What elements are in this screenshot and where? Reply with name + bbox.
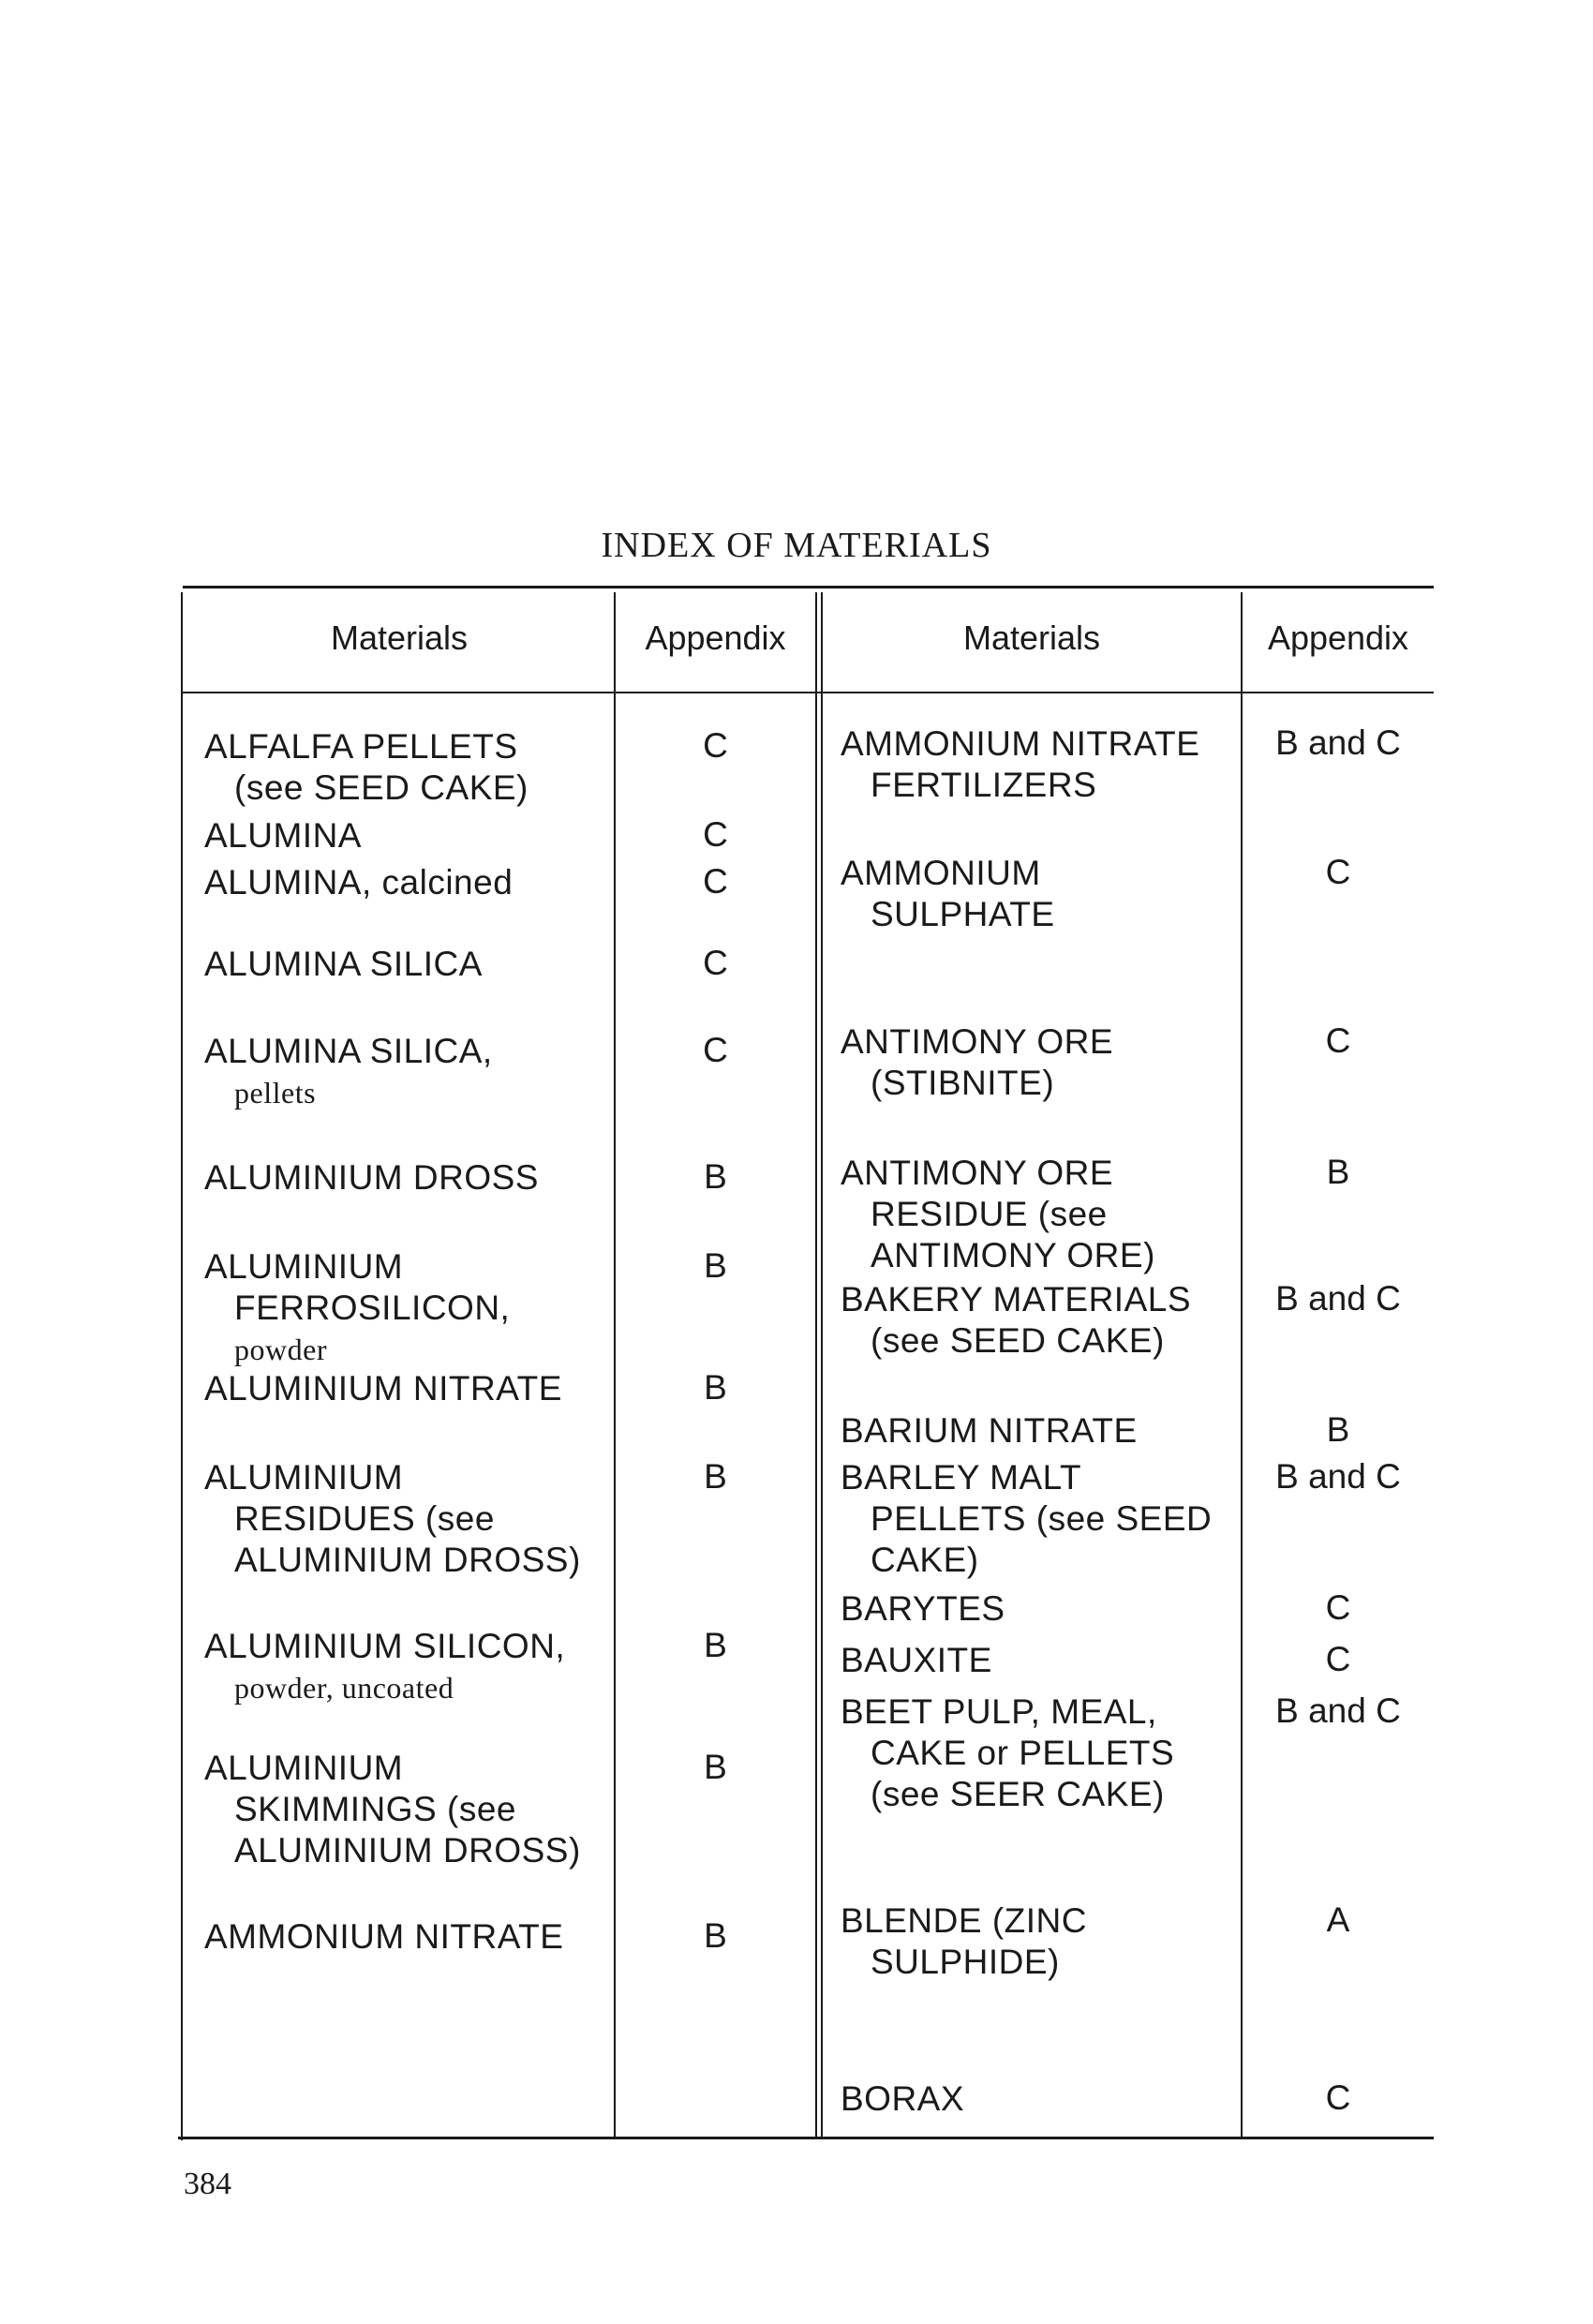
material-entry <box>204 1368 562 1409</box>
material-name: BAUXITE <box>841 1641 992 1679</box>
appendix-value: B and C <box>1275 1457 1401 1496</box>
material-name: AMMONIUM NITRATE <box>841 724 1200 763</box>
material-entry <box>204 1748 581 1871</box>
material-entry <box>841 1900 1087 1983</box>
material-entry <box>841 1279 1191 1362</box>
material-name-continuation: powder, uncoated <box>234 1671 454 1705</box>
material-name: ALUMINA, calcined <box>204 863 514 901</box>
material-name: ALUMINA SILICA <box>204 945 483 983</box>
appendix-value: B <box>704 1246 727 1285</box>
material-name-continuation: CAKE) <box>871 1541 979 1579</box>
appendix-value: B <box>704 1457 727 1496</box>
material-name: BARIUM NITRATE <box>841 1411 1138 1450</box>
material-name: ALUMINA <box>204 816 362 855</box>
center-double-divider-a <box>815 592 817 2138</box>
appendix-value: C <box>703 862 728 901</box>
material-name: BLENDE (ZINC <box>841 1901 1087 1940</box>
appendix-value: B <box>704 1626 727 1664</box>
material-name: AMMONIUM <box>841 854 1041 892</box>
appendix-value: B and C <box>1275 1691 1401 1730</box>
appendix-value: B and C <box>1275 1279 1401 1318</box>
material-entry <box>204 1626 565 1708</box>
material-name-continuation: (STIBNITE) <box>871 1064 1055 1102</box>
material-entry <box>841 2078 964 2120</box>
material-name: ALUMINA SILICA, <box>204 1032 493 1070</box>
material-name: ALUMINIUM SILICON, <box>204 1627 566 1665</box>
material-entry <box>204 1246 510 1370</box>
material-entry <box>841 1153 1155 1276</box>
material-name-continuation: CAKE or PELLETS <box>871 1734 1175 1772</box>
material-entry <box>841 1588 1005 1630</box>
appendix-value: B <box>704 1748 727 1786</box>
appendix-value: C <box>703 1031 728 1069</box>
material-entry <box>841 1691 1174 1815</box>
material-name-continuation: FERTILIZERS <box>871 766 1097 804</box>
material-name: ALUMINIUM <box>204 1749 404 1787</box>
material-name: BARLEY MALT <box>841 1458 1082 1497</box>
appendix-value: C <box>1325 1588 1351 1627</box>
appendix-value: C <box>1325 2078 1351 2117</box>
material-name-continuation: ALUMINIUM DROSS) <box>234 1831 581 1870</box>
appendix-value: B and C <box>1275 723 1401 762</box>
material-name: BARYTES <box>841 1589 1005 1628</box>
appendix-value: C <box>1325 1640 1351 1678</box>
material-entry <box>841 723 1199 806</box>
header-bottom-rule <box>183 692 1434 693</box>
material-entry <box>204 815 362 857</box>
material-name-continuation: (see SEED CAKE) <box>234 768 529 807</box>
page-title: INDEX OF MATERIALS <box>601 526 992 565</box>
material-name: BORAX <box>841 2079 965 2118</box>
material-entry <box>204 1457 581 1581</box>
appendix-value: B <box>704 1157 727 1196</box>
material-entry <box>204 944 483 985</box>
material-name: ALUMINIUM NITRATE <box>204 1369 562 1408</box>
center-double-divider-b <box>821 592 823 2138</box>
table-bottom-rule <box>178 2137 1434 2139</box>
material-name: ALFALFA PELLETS <box>204 727 518 766</box>
material-entry <box>841 1640 992 1681</box>
material-entry <box>204 1916 563 1958</box>
material-name: BEET PULP, MEAL, <box>841 1692 1157 1731</box>
material-entry <box>204 1157 539 1199</box>
material-name: ANTIMONY ORE <box>841 1154 1114 1192</box>
header-materials-left: Materials <box>330 618 469 657</box>
material-name-continuation: SULPHATE <box>871 895 1055 933</box>
material-name: AMMONIUM NITRATE <box>204 1917 564 1956</box>
material-name-continuation: RESIDUE (see <box>871 1195 1108 1233</box>
material-entry <box>204 1031 493 1113</box>
appendix-value: A <box>1326 1900 1350 1939</box>
material-entry <box>841 1457 1212 1581</box>
material-name-continuation: RESIDUES (see <box>234 1499 495 1538</box>
material-name-continuation: PELLETS (see SEED <box>871 1499 1213 1538</box>
material-entry <box>204 726 529 809</box>
material-name-continuation: ALUMINIUM DROSS) <box>234 1541 581 1579</box>
material-name-continuation: FERROSILICON, <box>234 1289 511 1327</box>
appendix-value: C <box>1325 853 1351 891</box>
appendix-value: C <box>703 815 728 854</box>
appendix-value: B <box>704 1368 727 1407</box>
left-border <box>181 592 183 2140</box>
material-entry <box>204 862 513 903</box>
header-appendix-left: Appendix <box>645 618 786 657</box>
material-name-continuation: SKIMMINGS (see <box>234 1790 516 1828</box>
material-name: ANTIMONY ORE <box>841 1022 1114 1061</box>
appendix-value: B <box>704 1916 727 1955</box>
table-top-rule <box>183 586 1434 588</box>
material-name-continuation: (see SEER CAKE) <box>871 1775 1165 1813</box>
material-name-continuation: SULPHIDE) <box>871 1943 1060 1981</box>
material-name: ALUMINIUM DROSS <box>204 1158 539 1197</box>
material-name: ALUMINIUM <box>204 1458 404 1497</box>
material-name-continuation: powder <box>234 1333 327 1366</box>
material-name: ALUMINIUM <box>204 1247 404 1286</box>
page-number: 384 <box>184 2167 231 2201</box>
material-name-continuation: ANTIMONY ORE) <box>871 1236 1155 1274</box>
material-entry <box>841 1410 1138 1452</box>
material-name-continuation: (see SEED CAKE) <box>871 1321 1165 1360</box>
appendix-value: B <box>1326 1410 1350 1449</box>
appendix-value: C <box>703 726 728 765</box>
appendix-value: B <box>1326 1153 1350 1191</box>
appendix-value: C <box>1325 1021 1351 1060</box>
material-entry <box>841 1021 1113 1104</box>
header-appendix-right: Appendix <box>1267 618 1409 657</box>
material-name-continuation: pellets <box>234 1076 317 1110</box>
material-name: BAKERY MATERIALS <box>841 1280 1192 1318</box>
material-entry <box>841 853 1055 935</box>
header-materials-right: Materials <box>962 618 1101 657</box>
appendix-value: C <box>703 944 728 982</box>
